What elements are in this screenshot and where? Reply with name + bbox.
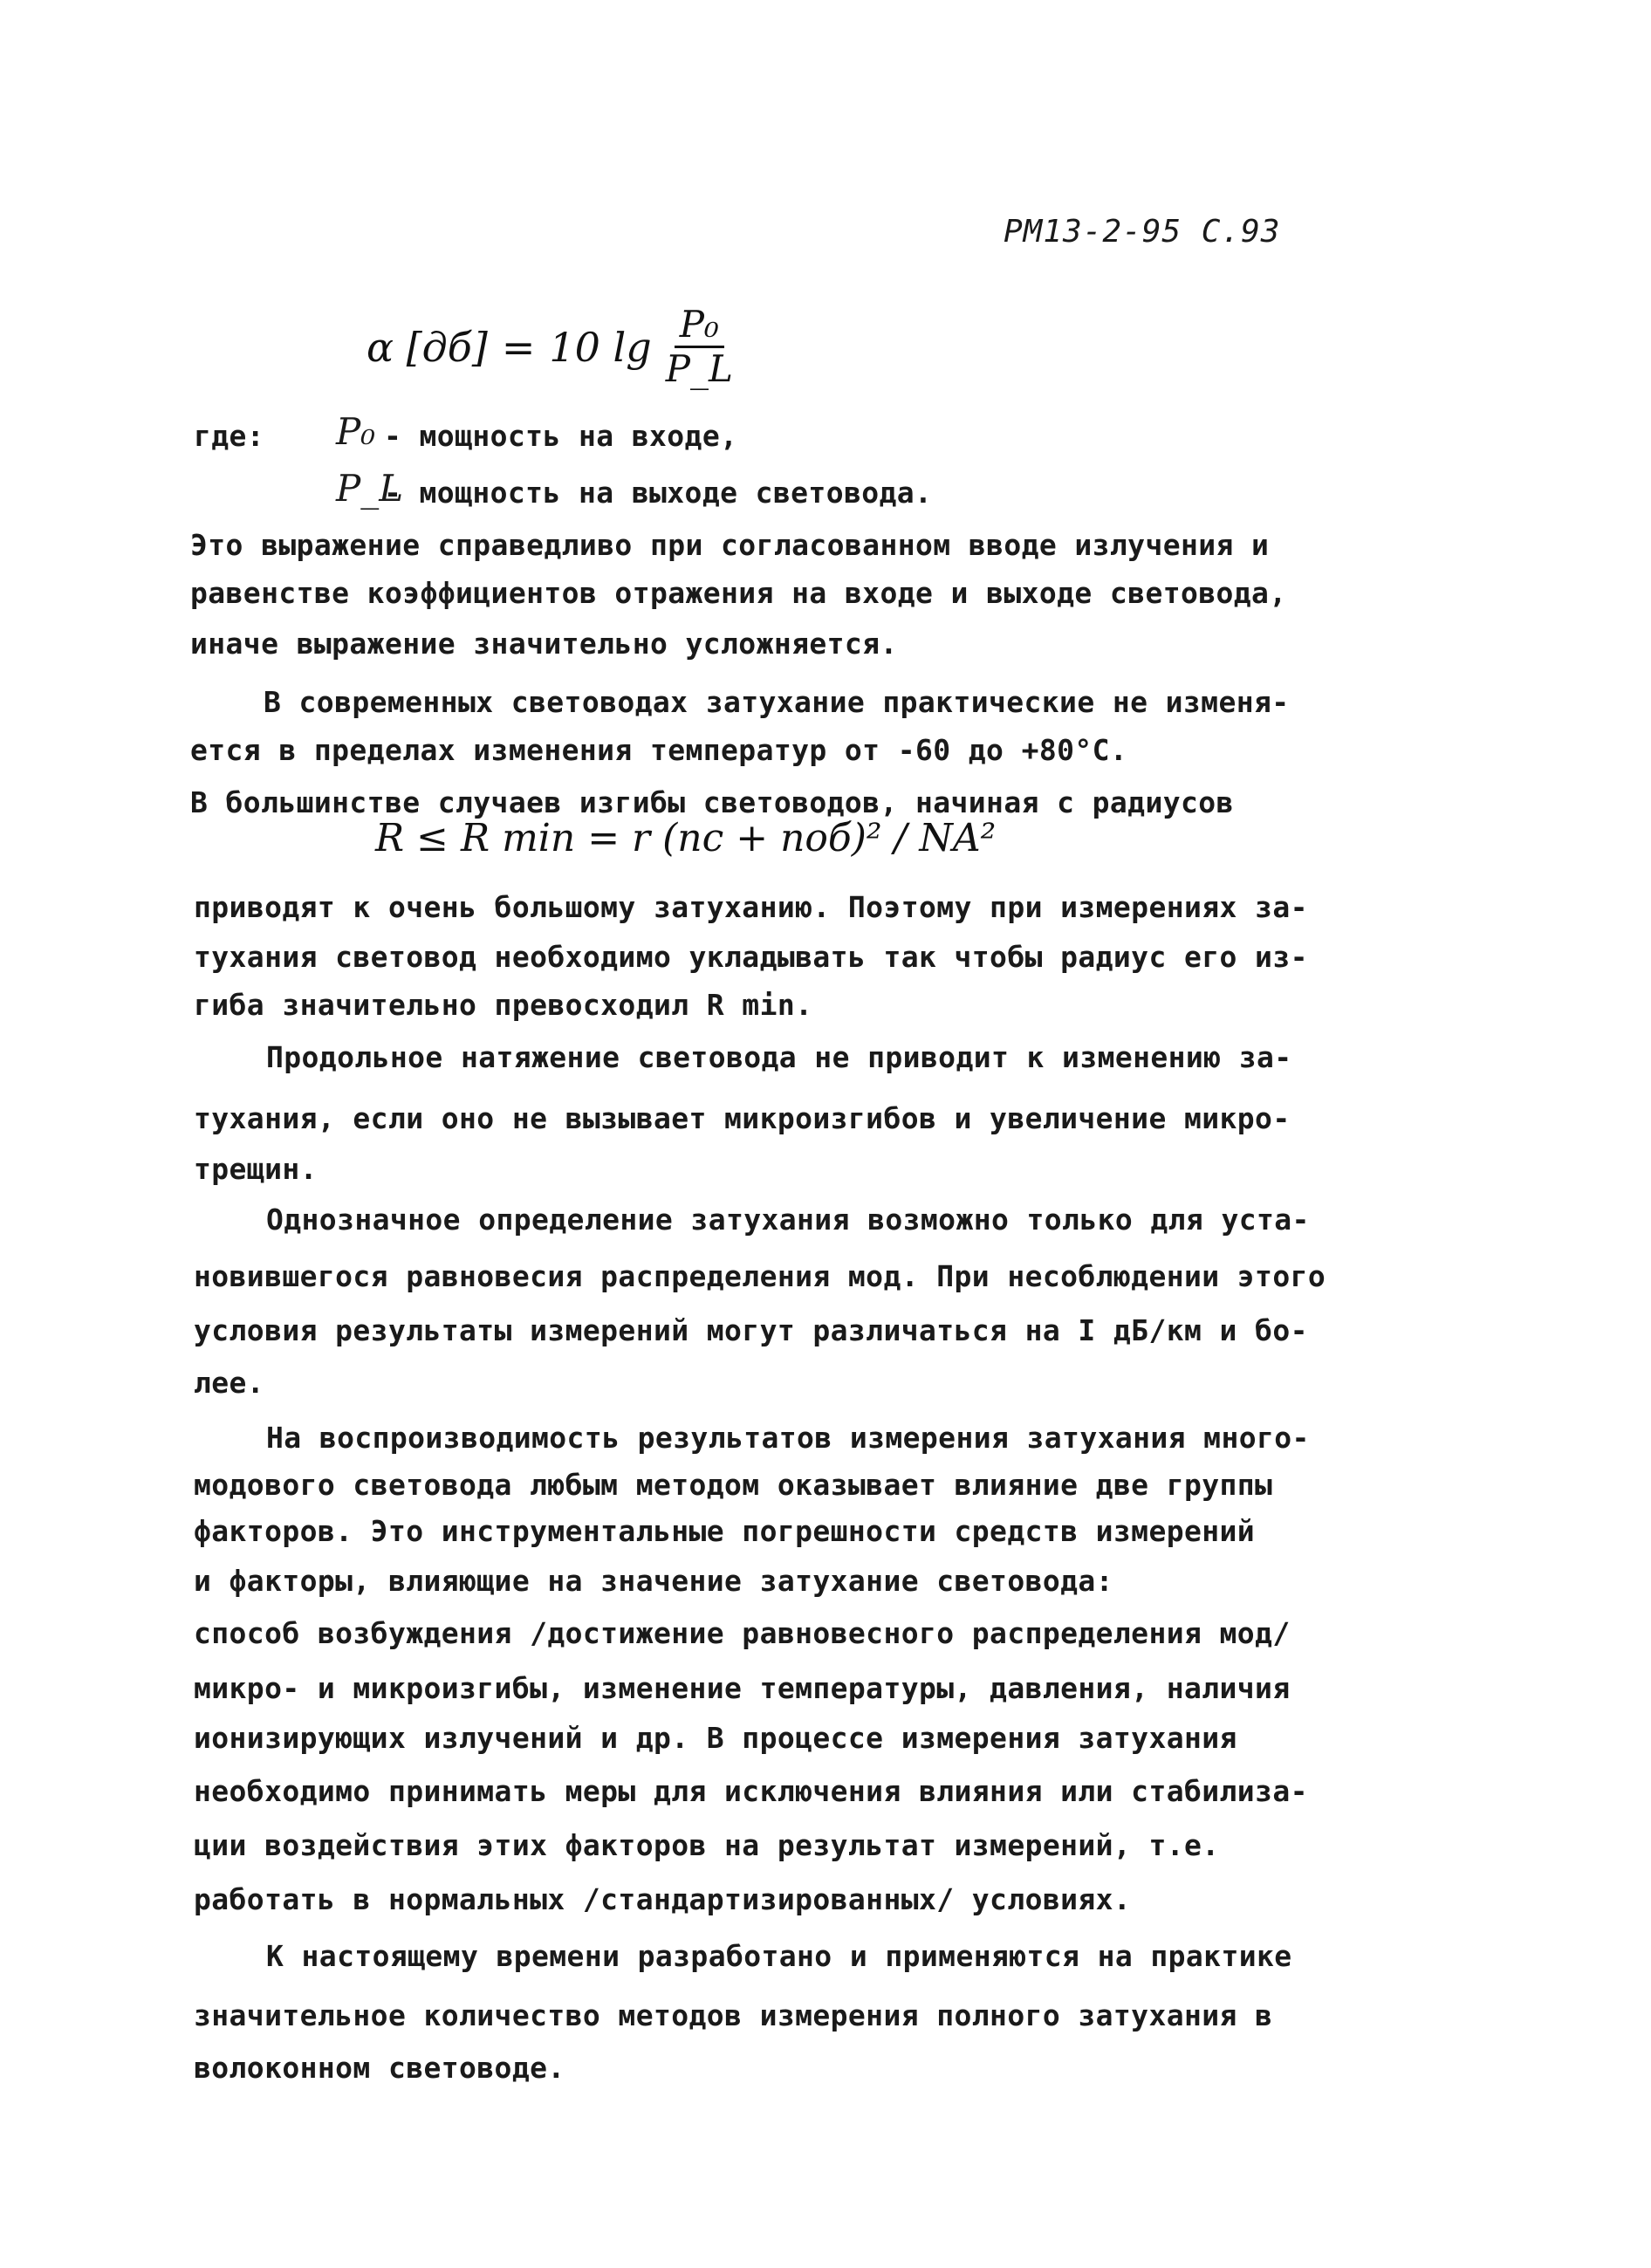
document-code: РМ13-2-95 С.93	[1004, 214, 1281, 250]
paragraph-line: условия результаты измерений могут различаться на I дБ/км и бо-	[194, 1313, 1308, 1347]
paragraph-line: равенстве коэффициентов отражения на входе и выходе световода,	[190, 576, 1287, 610]
paragraph-line: В современных световодах затухание практические не изменя-	[264, 685, 1290, 719]
paragraph-line: ется в пределах изменения температур от -60 до +80°С.	[190, 733, 1128, 767]
paragraph-line: работать в нормальных /стандартизированных/ условиях.	[194, 1882, 1132, 1916]
paragraph-line: На воспроизводимость результатов измерения затухания много-	[266, 1421, 1310, 1455]
paragraph-line: необходимо принимать меры для исключения влияния или стабилиза-	[194, 1774, 1308, 1808]
definition-symbol-input: P₀	[336, 410, 376, 453]
formula-denominator: P_L	[665, 347, 733, 391]
definition-symbol-output: P_L	[336, 467, 404, 510]
paragraph-line: ионизирующих излучений и др. В процессе измерения затухания	[194, 1721, 1237, 1755]
paragraph-line: ции воздействия этих факторов на результат измерений, т.е.	[194, 1828, 1220, 1862]
paragraph-line: тухания, если оно не вызывает микроизгибов и увеличение микро-	[194, 1101, 1291, 1135]
formula-fraction	[665, 303, 733, 391]
paragraph-line: В большинстве случаев изгибы световодов, начиная с радиусов	[190, 785, 1234, 819]
definition-text-input: - мощность на входе,	[384, 419, 738, 453]
attenuation-formula	[367, 303, 733, 391]
paragraph-line: способ возбуждения /достижение равновесного распределения мод/	[194, 1616, 1291, 1650]
paragraph-line: микро- и микроизгибы, изменение температуры, давления, наличия	[194, 1671, 1291, 1705]
paragraph-line: К настоящему времени разработано и применяются на практике	[266, 1939, 1292, 1973]
paragraph-line: Продольное натяжение световода не приводит к изменению за-	[266, 1040, 1292, 1074]
formula-lhs: α [дб]	[367, 323, 488, 371]
paragraph-line: новившегося равновесия распределения мод. При несоблюдении этого	[194, 1259, 1326, 1293]
formula-equals: =	[501, 323, 536, 371]
paragraph-line: значительное количество методов измерения полного затухания в	[194, 1998, 1273, 2032]
paragraph-line: приводят к очень большому затуханию. Поэтому при измерениях за-	[194, 890, 1308, 924]
radius-formula: R ≤ R min = r (nc + nоб)² / NA²	[375, 816, 997, 860]
paragraph-line: лее.	[194, 1366, 265, 1400]
paragraph-line: Это выражение справедливо при согласованном вводе излучения и	[190, 528, 1270, 562]
formula-numerator: P₀	[675, 305, 724, 348]
paragraph-line: и факторы, влияющие на значение затухание световода:	[194, 1564, 1113, 1598]
definition-text-output: - мощность на выходе световода.	[384, 476, 933, 510]
paragraph-line: трещин.	[194, 1152, 318, 1186]
paragraph-line: гиба значительно превосходил R min.	[194, 988, 813, 1022]
paragraph-line: волоконном световоде.	[194, 2051, 565, 2085]
formula-coef: 10 lg	[549, 323, 652, 371]
paragraph-line: факторов. Это инструментальные погрешности средств измерений	[194, 1514, 1256, 1548]
paragraph-line: Однозначное определение затухания возможно только для уста-	[266, 1203, 1310, 1237]
where-label: где:	[194, 419, 265, 453]
paragraph-line: модового световода любым методом оказывает влияние две группы	[194, 1468, 1273, 1502]
paragraph-line: тухания световод необходимо укладывать так чтобы радиус его из-	[194, 940, 1308, 974]
paragraph-line: иначе выражение значительно усложняется.	[190, 627, 898, 661]
